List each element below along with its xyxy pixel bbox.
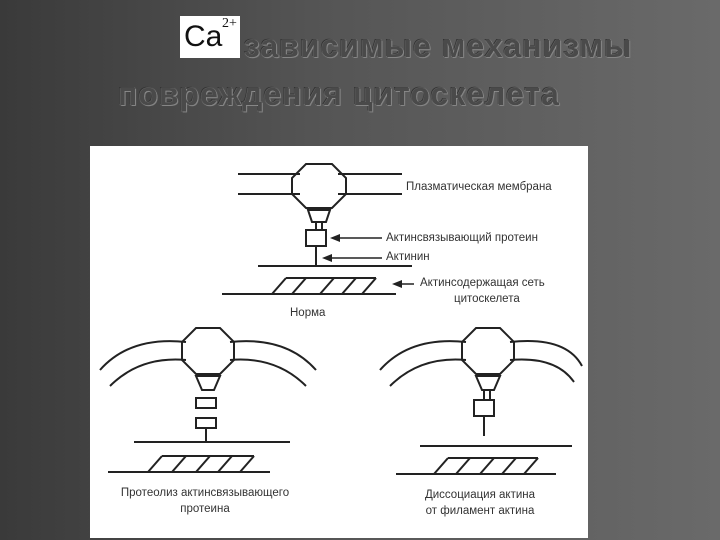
network-grid-line bbox=[456, 458, 470, 474]
network-label-line1: Актинсодержащая сеть bbox=[420, 277, 545, 289]
membrane-label: Плазматическая мембрана bbox=[406, 181, 552, 193]
network-grid-line bbox=[502, 458, 516, 474]
network-grid-line bbox=[196, 456, 210, 472]
network-grid-line bbox=[362, 278, 376, 294]
title-line-1: зависимые механизмы bbox=[244, 28, 633, 64]
network-label-line2: цитоскелета bbox=[454, 293, 520, 305]
cleaved-protein-upper bbox=[196, 398, 216, 408]
diagram-drawing bbox=[90, 146, 588, 538]
cytoskeleton-diagram bbox=[90, 146, 588, 538]
actin-binding-protein-box bbox=[306, 230, 326, 246]
network-grid-line bbox=[172, 456, 186, 472]
actin-binding-protein-box bbox=[474, 400, 494, 416]
dissociation-state-figure bbox=[380, 328, 582, 474]
actinin-label: Актинин bbox=[386, 251, 430, 263]
membrane-line bbox=[390, 360, 466, 386]
membrane-line bbox=[110, 360, 186, 386]
dissociation-label-line2: от филамент актина bbox=[425, 505, 535, 517]
calcium-ion-box bbox=[180, 16, 240, 58]
proteolysis-label-line2: протеина bbox=[180, 503, 230, 515]
membrane-protein-octagon bbox=[292, 164, 346, 208]
network-grid-line bbox=[524, 458, 538, 474]
network-grid-line bbox=[320, 278, 334, 294]
norm-label: Норма bbox=[290, 307, 326, 319]
membrane-protein-octagon bbox=[462, 328, 514, 374]
cleaved-protein-lower bbox=[196, 418, 216, 428]
title-line-2: повреждения цитоскелета bbox=[118, 76, 560, 112]
network-grid-line bbox=[342, 278, 356, 294]
protein-funnel bbox=[196, 376, 220, 390]
ion-charge: 2+ bbox=[222, 16, 237, 31]
network-grid-line bbox=[480, 458, 494, 474]
network-grid-line bbox=[434, 458, 448, 474]
network-grid-line bbox=[218, 456, 232, 472]
network-grid-line bbox=[272, 278, 286, 294]
proteolysis-label-line1: Протеолиз актинсвязывающего bbox=[120, 487, 290, 499]
normal-state-figure bbox=[222, 164, 412, 294]
protein-funnel bbox=[308, 210, 330, 222]
dissociation-label-line1: Диссоциация актина bbox=[424, 489, 536, 501]
membrane-line bbox=[230, 360, 306, 386]
actin-binding-protein-label: Актинсвязывающий протеин bbox=[386, 232, 538, 244]
protein-funnel bbox=[476, 376, 500, 390]
membrane-line bbox=[510, 359, 574, 382]
network-grid-line bbox=[148, 456, 162, 472]
membrane-protein-octagon bbox=[182, 328, 234, 374]
network-grid-line bbox=[292, 278, 306, 294]
ion-symbol: Ca bbox=[184, 20, 223, 53]
proteolysis-state-figure bbox=[100, 328, 316, 472]
network-grid-line bbox=[240, 456, 254, 472]
slide-title bbox=[0, 0, 720, 140]
